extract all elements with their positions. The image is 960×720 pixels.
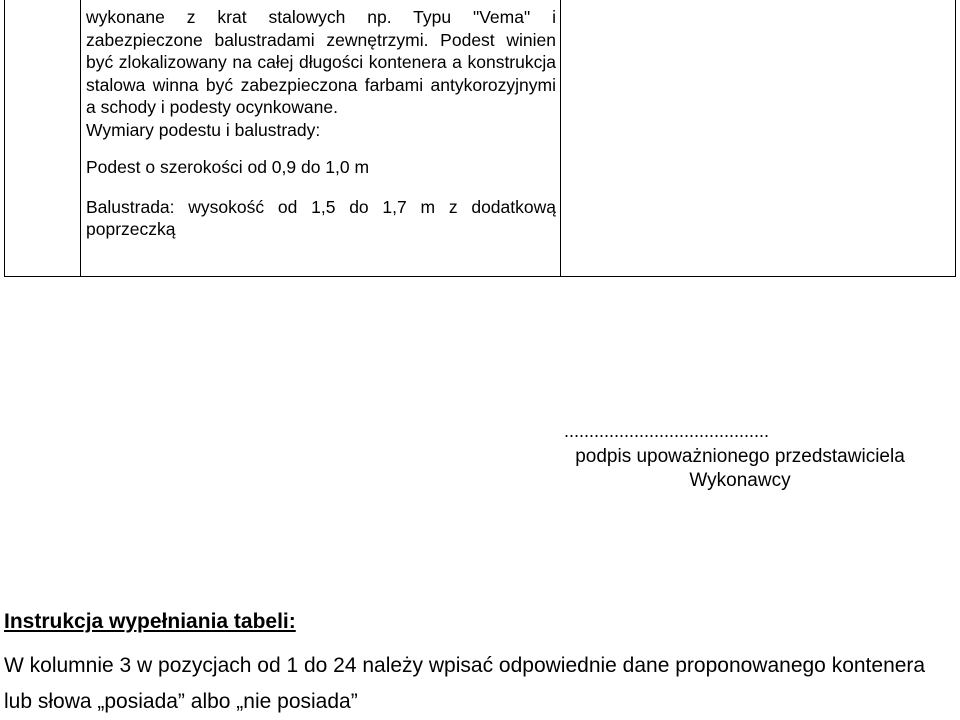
instructions-title: Instrukcja wypełniania tabeli: <box>4 610 296 633</box>
table-column-divider-2 <box>560 0 561 276</box>
signature-dotted-line: ......................................... <box>564 421 770 441</box>
instructions-body: W kolumnie 3 w pozycjach od 1 do 24 należy wpisać odpowiednie dane proponowanego kontenera lub słowa „posiada” albo „nie posiada” <box>4 654 926 713</box>
dimensions-heading: Wymiary podestu i balustrady: <box>86 119 321 140</box>
table-column-divider-1 <box>80 0 81 276</box>
description-text: wykonane z krat stalowych np. Typu "Vema" i zabezpieczone balustradami zewnętrzymi. Podest winien być zlokalizowany na całej długości kontenera a konstrukcja stalowa winna być zabezpieczona farbami antykorozyjnymi a schody i podesty ocynkowane. <box>86 7 556 117</box>
signature-caption-line1: podpis upoważnionego przedstawiciela <box>575 446 905 467</box>
table-cell-description <box>86 6 556 241</box>
signature-block <box>540 421 940 493</box>
signature-caption-line2: Wykonawcy <box>689 470 791 491</box>
spec-railing-height: Balustrada: wysokość od 1,5 do 1,7 m z dodatkową poprzeczką <box>86 196 556 239</box>
spec-platform-width: Podest o szerokości od 0,9 do 1,0 m <box>86 157 370 177</box>
